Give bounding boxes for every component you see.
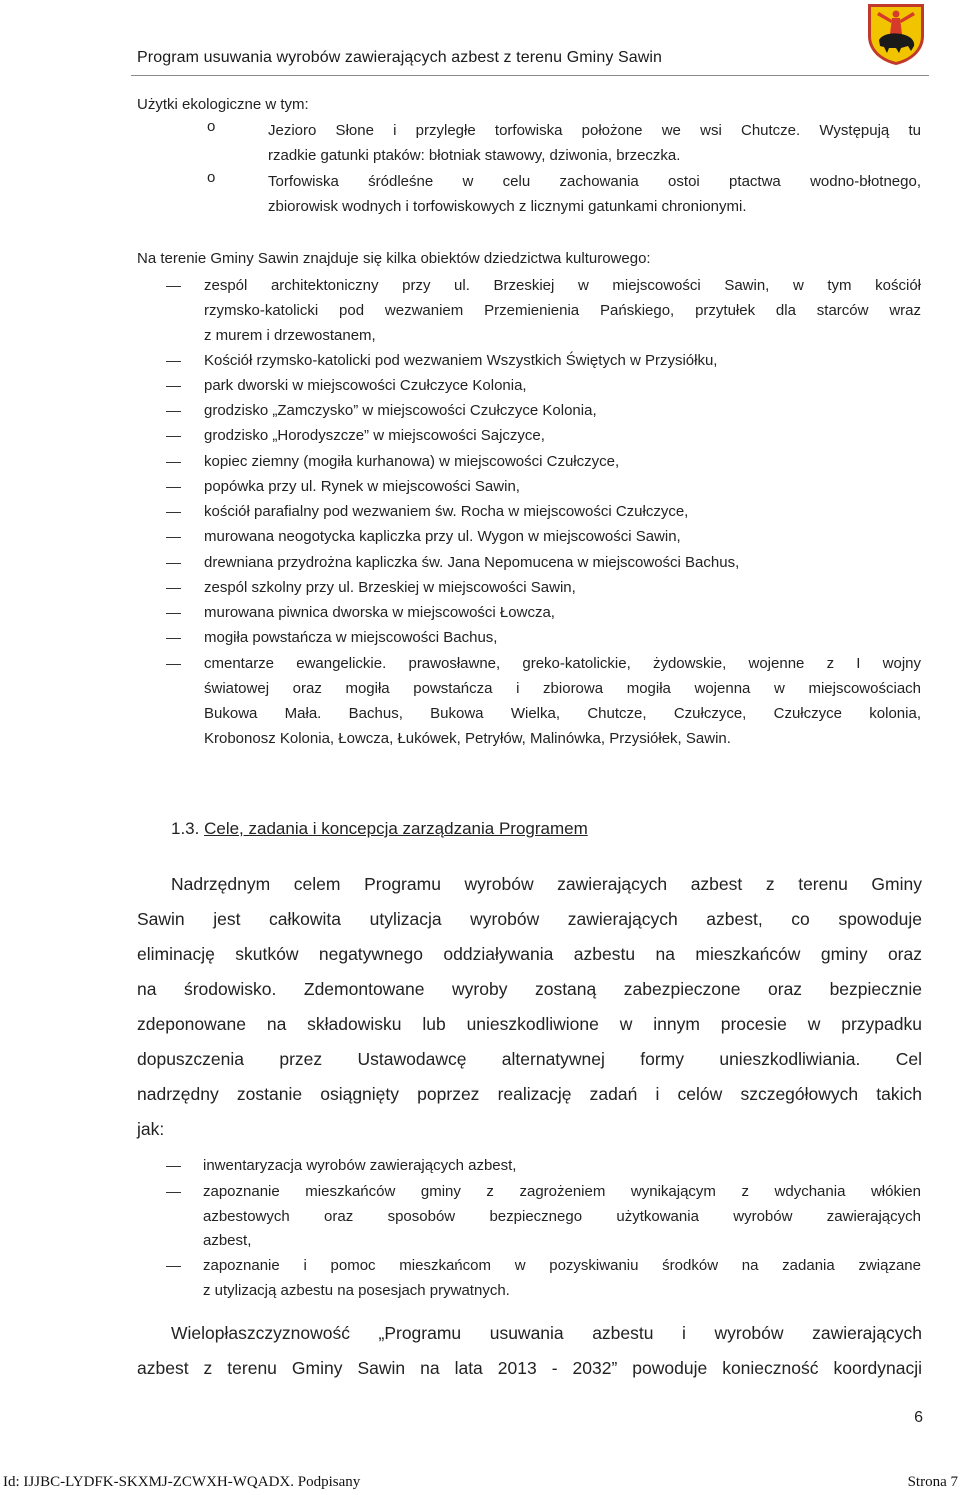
heritage-intro: Na terenie Gminy Sawin znajduje się kilka obiektów dziedzictwa kulturowego: [137,250,651,267]
eco-item-1-line-2: rzadkie gatunki ptaków: błotniak stawowy, dziwonia, brzeczka. [268,147,681,164]
dash-bullet [166,563,181,564]
eco-item-2-line-2: zbiorowisk wodnych i torfowiskowych z licznymi gatunkami chronionymi. [268,198,747,215]
goal-line-3: eliminację skutków negatywnego oddziaływania azbestu na mieszkańców gminy oraz [137,944,922,964]
dash-bullet [166,411,181,412]
footer-page-label: Strona 7 [907,1474,958,1490]
closing-line-2: azbest z terenu Gminy Sawin na lata 2013 - 2032” powoduje konieczność koordynacji [137,1358,922,1378]
dash-bullet [166,1266,181,1267]
heritage-item: kościół parafialny pod wezwaniem św. Rocha w miejscowości Czułczyce, [204,503,689,520]
section-number: 1.3. [171,819,200,838]
heritage-first-line-1: zespól architektoniczny przy ul. Brzeskiej w miejscowości Sawin, w tym kościół [204,277,921,294]
goal-line-7: nadrzędny zostanie osiągnięty poprzez realizację zadań i celów szczegółowych takich [137,1084,922,1104]
heritage-last-line-2: światowej oraz mogiła powstańcza i zbiorowa mogiła wojenna w miejscowościach [204,680,921,697]
heritage-item: Kościół rzymsko-katolicki pod wezwaniem Wszystkich Świętych w Przysiółku, [204,352,718,369]
goal-line-2: Sawin jest całkowita utylizacja wyrobów zawierających azbest, co spowoduje [137,909,922,929]
goal-line-4: na środowisko. Zdemontowane wyroby zostaną zabezpieczone oraz bezpiecznie [137,979,922,999]
dash-bullet [166,537,181,538]
heritage-item: murowana piwnica dworska w miejscowości Łowcza, [204,604,555,621]
goal-line-8: jak: [137,1119,165,1139]
eco-heading: Użytki ekologiczne w tym: [137,96,309,113]
dash-bullet [166,436,181,437]
heritage-item: park dworski w miejscowości Czułczyce Kolonia, [204,377,527,394]
section-heading [171,819,588,839]
heritage-first-line-3: z murem i drzewostanem, [204,327,376,344]
goal-line-1: Nadrzędnym celem Programu wyrobów zawierających azbest z terenu Gminy [171,874,922,894]
dash-bullet [166,386,181,387]
goal-line-6: dopuszczenia przez Ustawodawcę alternatywnej formy unieszkodliwiania. Cel [137,1049,922,1069]
heritage-item: mogiła powstańcza w miejscowości Bachus, [204,629,498,646]
document-header-title: Program usuwania wyrobów zawierających azbest z terenu Gminy Sawin [137,49,663,66]
heritage-last-line-4: Krobonosz Kolonia, Łowcza, Łukówek, Petryłów, Malinówka, Przysiółek, Sawin. [204,730,731,747]
heritage-first-line-2: rzymsko-katolicki pod wezwaniem Przemienienia Pańskiego, przytułek dla starców wraz [204,302,921,319]
heritage-item: kopiec ziemny (mogiła kurhanowa) w miejscowości Czułczyce, [204,453,620,470]
dash-bullet [166,613,181,614]
task-item-2-line-3: azbest, [203,1232,252,1249]
task-item-3-line-2: z utylizacją azbestu na posesjach prywatnych. [203,1282,510,1299]
dash-bullet [166,361,181,362]
eco-item-1-line-1: Jezioro Słone i przyległe torfowiska położone we wsi Chutcze. Występują tu [268,122,921,139]
dash-bullet [166,1192,181,1193]
dash-bullet [166,462,181,463]
header-divider [131,75,929,76]
goal-line-5: zdeponowane na składowisku lub unieszkodliwione w innym procesie w przypadku [137,1014,922,1034]
heritage-item: popówka przy ul. Rynek w miejscowości Sawin, [204,478,520,495]
task-item-2-line-2: azbestowych oraz sposobów bezpiecznego użytkowania wyrobów zawierających [203,1208,921,1225]
eco-item-2-line-1: Torfowiska śródleśne w celu zachowania ostoi ptactwa wodno-błotnego, [268,173,921,190]
section-title: Cele, zadania i koncepcja zarządzania Programem [204,819,588,838]
bullet-marker: o [207,169,216,186]
task-item-2-line-1: zapoznanie mieszkańców gminy z zagrożeniem wynikającym z wdychania włókien [203,1183,921,1200]
heritage-item: drewniana przydrożna kapliczka św. Jana Nepomucena w miejscowości Bachus, [204,554,740,571]
dash-bullet [166,487,181,488]
coat-of-arms-icon [865,2,927,66]
heritage-item: grodzisko „Horodyszcze” w miejscowości Sajczyce, [204,427,545,444]
heritage-item: murowana neogotycka kapliczka przy ul. Wygon w miejscowości Sawin, [204,528,681,545]
dash-bullet [166,638,181,639]
bullet-marker: o [207,118,216,135]
dash-bullet [166,588,181,589]
heritage-last-line-3: Bukowa Mała. Bachus, Bukowa Wielka, Chutcze, Czułczyce, Czułczyce kolonia, [204,705,921,722]
footer-signature-id: Id: IJJBC-LYDFK-SKXMJ-ZCWXH-WQADX. Podpisany [3,1474,361,1490]
heritage-item: grodzisko „Zamczysko” w miejscowości Czułczyce Kolonia, [204,402,597,419]
task-item-3-line-1: zapoznanie i pomoc mieszkańcom w pozyskiwaniu środków na zadania związane [203,1257,921,1274]
dash-bullet [166,512,181,513]
dash-bullet [166,286,181,287]
heritage-last-line-1: cmentarze ewangelickie. prawosławne, greko-katolickie, żydowskie, wojenne z I wojny [204,655,921,672]
page-number: 6 [914,1409,923,1426]
closing-line-1: Wielopłaszczyznowość „Programu usuwania azbestu i wyrobów zawierających [171,1323,922,1343]
dash-bullet [166,664,181,665]
task-item-1: inwentaryzacja wyrobów zawierających azbest, [203,1157,517,1174]
dash-bullet [166,1166,181,1167]
heritage-item: zespól szkolny przy ul. Brzeskiej w miejscowości Sawin, [204,579,576,596]
